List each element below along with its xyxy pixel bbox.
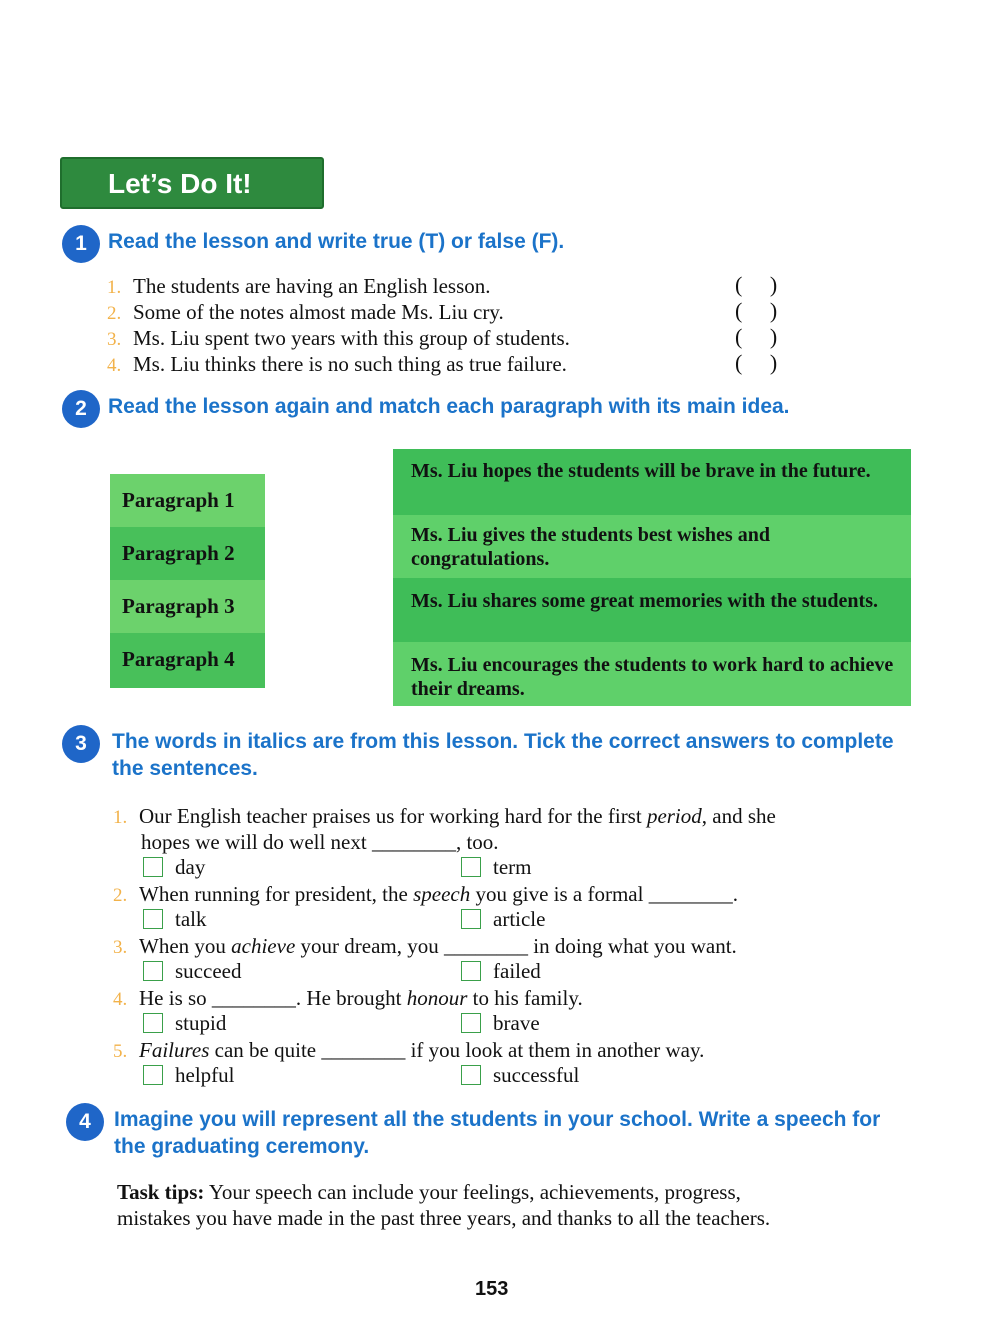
option[interactable]: helpful	[143, 1063, 234, 1087]
question: 5. Failures can be quite ________ if you look at them in another way.	[113, 1038, 705, 1062]
paragraph-box: Paragraph 4	[110, 633, 265, 688]
paragraph-box: Paragraph 2	[110, 527, 265, 580]
question: 2. When running for president, the speech you give is a formal ________.	[113, 882, 738, 906]
list-item: 1. The students are having an English lesson.	[107, 274, 491, 298]
main-idea-box: Ms. Liu hopes the students will be brave in the future.	[393, 449, 911, 515]
section-number: 3	[62, 725, 100, 763]
list-item: 2. Some of the notes almost made Ms. Liu cry.	[107, 300, 504, 324]
option[interactable]: talk	[143, 907, 207, 931]
paragraph-box: Paragraph 3	[110, 580, 265, 633]
answer-blank[interactable]: ( )	[735, 324, 778, 349]
option[interactable]: brave	[461, 1011, 540, 1035]
option[interactable]: failed	[461, 959, 541, 983]
section-number: 4	[66, 1103, 104, 1141]
page-number: 153	[475, 1278, 509, 1300]
question: 4. He is so ________. He brought honour to his family.	[113, 986, 583, 1010]
option[interactable]: succeed	[143, 959, 241, 983]
checkbox[interactable]	[143, 1013, 163, 1033]
list-item: 3. Ms. Liu spent two years with this group of students.	[107, 326, 570, 350]
answer-blank[interactable]: ( )	[735, 350, 778, 375]
section-title: The words in italics are from this lesson. Tick the correct answers to complete the sentences.	[112, 730, 894, 780]
section-number: 2	[62, 390, 100, 428]
question: 1. Our English teacher praises us for working hard for the first period, and she	[113, 804, 776, 828]
checkbox[interactable]	[143, 909, 163, 929]
main-idea-box: Ms. Liu gives the students best wishes and congratulations.	[393, 515, 911, 578]
option[interactable]: day	[143, 855, 205, 879]
option[interactable]: successful	[461, 1063, 579, 1087]
checkbox[interactable]	[143, 857, 163, 877]
task-tips: Task tips: Your speech can include your feelings, achievements, progress,	[117, 1180, 741, 1204]
checkbox[interactable]	[461, 1013, 481, 1033]
main-idea-box: Ms. Liu encourages the students to work hard to achieve their dreams.	[393, 642, 911, 706]
section-title: Read the lesson and write true (T) or false (F).	[108, 230, 565, 253]
question-line: hopes we will do well next ________, too.	[141, 830, 499, 854]
option[interactable]: stupid	[143, 1011, 226, 1035]
task-tips-line: mistakes you have made in the past three years, and thanks to all the teachers.	[117, 1206, 771, 1230]
checkbox[interactable]	[143, 1065, 163, 1085]
checkbox[interactable]	[461, 1065, 481, 1085]
option[interactable]: term	[461, 855, 531, 879]
section-banner	[60, 157, 324, 209]
question: 3. When you achieve your dream, you ________ in doing what you want.	[113, 934, 737, 958]
banner-title: Let’s Do It!	[108, 168, 252, 199]
checkbox[interactable]	[143, 961, 163, 981]
main-idea-box: Ms. Liu shares some great memories with the students.	[393, 578, 911, 642]
checkbox[interactable]	[461, 961, 481, 981]
answer-blank[interactable]: ( )	[735, 298, 778, 323]
option[interactable]: article	[461, 907, 545, 931]
list-item: 4. Ms. Liu thinks there is no such thing as true failure.	[107, 352, 567, 376]
section-title: Read the lesson again and match each paragraph with its main idea.	[108, 395, 790, 418]
section-number: 1	[62, 225, 100, 263]
section-title: Imagine you will represent all the students in your school. Write a speech for the graduating ceremony.	[114, 1108, 881, 1158]
answer-blank[interactable]: ( )	[735, 272, 778, 297]
checkbox[interactable]	[461, 857, 481, 877]
paragraph-box: Paragraph 1	[110, 474, 265, 527]
checkbox[interactable]	[461, 909, 481, 929]
